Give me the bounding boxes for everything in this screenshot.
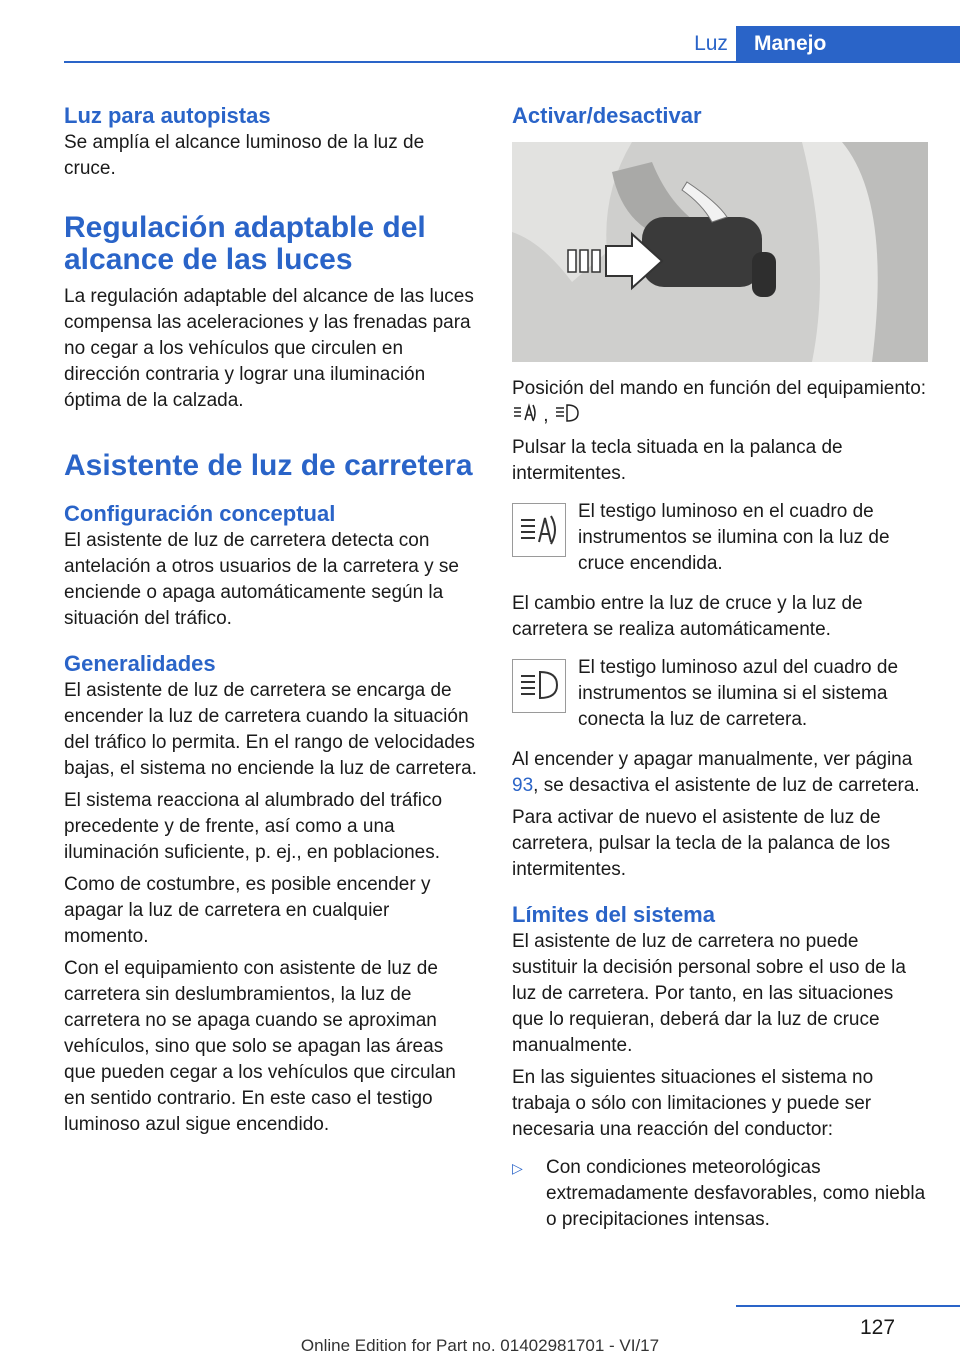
para-manual: Al encender y apagar manualmente, ver página 93, se desactiva el asistente de luz de carretera. bbox=[512, 749, 920, 796]
footer-rule bbox=[736, 1305, 960, 1307]
para-concept: El asistente de luz de carretera detecta con antelación a otros usuarios de la carretera y se enciende o apaga automáticamente según la situación del tráfico. bbox=[64, 530, 459, 629]
para-limits-1: El asistente de luz de carretera no puede sustituir la decisión personal sobre el uso de la luz de carretera. Por tanto, en las situaciones que lo requieran, deberá dar la luz de cruce manualmente. bbox=[512, 931, 906, 1056]
indicator-1-text: El testigo luminoso en el cuadro de instrumentos se ilumina con la luz de cruce encendida. bbox=[578, 501, 890, 574]
indicator-2-row bbox=[512, 655, 928, 733]
para-press-button: Pulsar la tecla situada en la palanca de intermitentes. bbox=[512, 437, 843, 484]
footer-edition: Online Edition for Part no. 01402981701 - VI/17 bbox=[300, 1336, 660, 1355]
header-section: Luz bbox=[694, 32, 728, 55]
high-beam-indicator-icon bbox=[512, 659, 566, 713]
left-column bbox=[64, 102, 478, 1138]
indicator-2-text: El testigo luminoso azul del cuadro de instrumentos se ilumina si el sistema conecta la luz de carretera. bbox=[578, 657, 899, 730]
para-general-4: Con el equipamiento con asistente de luz de carretera sin deslumbramientos, la luz de carretera no se apaga cuando se aproximan vehículos, sino que solo se apagan las áreas que pueden cegar a los vehículos que circulan en sentido contrario. En este caso el testigo luminoso azul sigue encendido. bbox=[64, 958, 456, 1135]
header-rule bbox=[64, 61, 960, 63]
para-general-3: Como de costumbre, es posible encender y apagar la luz de carretera en cualquier momento. bbox=[64, 874, 431, 947]
bullet-triangle-icon: ▷ bbox=[512, 1160, 523, 1176]
high-beam-small-icon bbox=[554, 402, 580, 424]
stalk-photo bbox=[512, 142, 928, 362]
bullet-text: Con condiciones meteorológicas extremadamente desfavorables, como niebla o precipitaciones intensas. bbox=[546, 1157, 926, 1230]
bullet-item bbox=[512, 1155, 928, 1233]
para-reactivate: Para activar de nuevo el asistente de luz de carretera, pulsar la tecla de la palanca de los intermitentes. bbox=[512, 807, 891, 880]
page-number: 127 bbox=[860, 1316, 896, 1339]
right-column bbox=[512, 102, 928, 1233]
para-general-1: El asistente de luz de carretera se encarga de encender la luz de carretera cuando la situación del tráfico lo permita. En el rango de velocidades bajas, el sistema no enciende la luz de carretera. bbox=[64, 680, 477, 779]
para-general-2: El sistema reacciona al alumbrado del tráfico precedente y de frente, así como a una iluminación suficiente, p. ej., en poblaciones. bbox=[64, 790, 443, 863]
heading-adaptive-range: Regulación adaptable del alcance de las luces bbox=[64, 211, 426, 276]
stalk-illustration bbox=[512, 142, 928, 362]
high-beam-assist-indicator-icon bbox=[512, 503, 566, 557]
header-chapter: Manejo bbox=[736, 26, 960, 61]
indicator-1-row bbox=[512, 499, 928, 577]
para-adaptive: La regulación adaptable del alcance de las luces compensa las aceleraciones y las frenadas para no cegar a los vehículos que circulen en dirección contraria y lograr una iluminación óptima de la calzada. bbox=[64, 286, 474, 411]
heading-concept: Configuración conceptual bbox=[64, 501, 336, 526]
heading-highway-light: Luz para autopistas bbox=[64, 103, 271, 128]
para-highway: Se amplía el alcance luminoso de la luz de cruce. bbox=[64, 132, 425, 179]
para-position: Posición del mando en función del equipamiento: , bbox=[512, 378, 927, 426]
para-limits-2: En las siguientes situaciones el sistema no trabaja o sólo con limitaciones y puede ser necesaria una reacción del conductor: bbox=[512, 1067, 874, 1140]
page-93-link[interactable]: 93 bbox=[512, 775, 534, 796]
heading-high-beam-assistant: Asistente de luz de carretera bbox=[64, 449, 473, 482]
high-beam-assist-small-icon bbox=[512, 402, 538, 424]
para-switch: El cambio entre la luz de cruce y la luz de carretera se realiza automáticamente. bbox=[512, 593, 863, 640]
heading-limits: Límites del sistema bbox=[512, 902, 715, 927]
heading-toggle: Activar/desactivar bbox=[512, 103, 702, 128]
heading-general: Generalidades bbox=[64, 651, 216, 676]
